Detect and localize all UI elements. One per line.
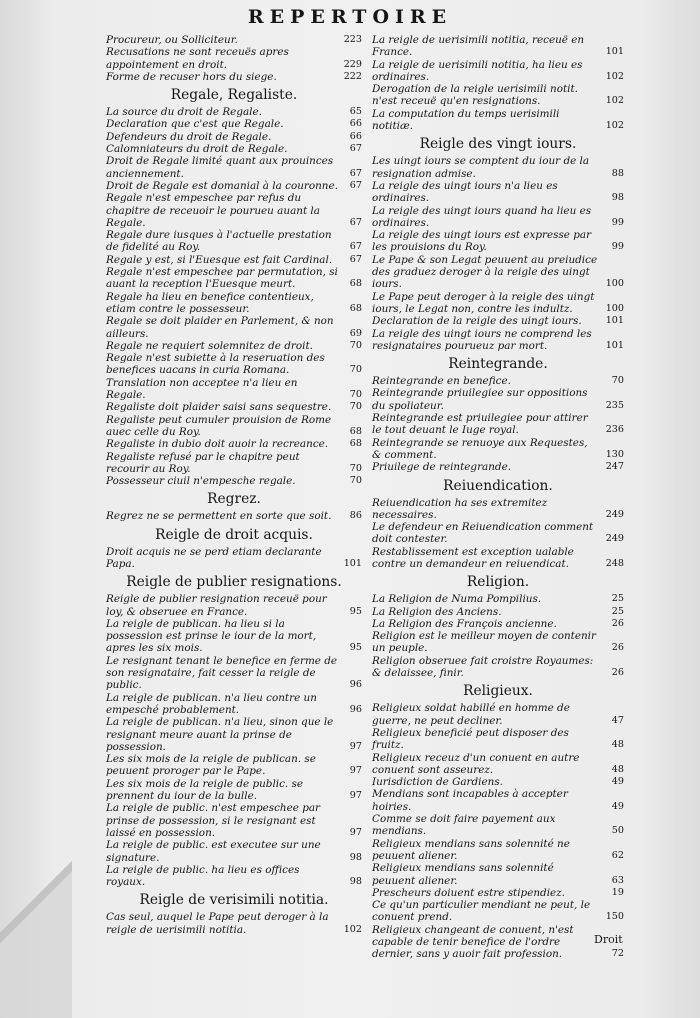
- page-reference: 68: [349, 438, 362, 450]
- section-heading: Regrez.: [207, 491, 261, 508]
- index-entry: [372, 328, 624, 353]
- index-entry: [106, 118, 362, 130]
- entry-text: Religion obseruee fait croistre Royaumes: & delaissee, finir.: [372, 654, 594, 680]
- entry-text: Regale y est, si l'Euesque est fait Cardinal.: [106, 253, 333, 266]
- entry-text: Regale n'est empeschee par refus du chapitre de receuoir le pourueu auant la Regale.: [106, 192, 320, 229]
- index-entry: [106, 778, 362, 803]
- entry-text: Regaliste refusé par le chapitre peut recourir au Roy.: [106, 450, 300, 475]
- page-reference: 249: [605, 533, 624, 545]
- page-reference: 67: [349, 167, 362, 179]
- page-reference: 66: [349, 130, 362, 142]
- index-entry: [106, 71, 362, 83]
- page-reference: 68: [349, 302, 362, 314]
- entry-text: Religieux receuz d'un conuent en autre conuent sont asseurez.: [372, 751, 580, 776]
- page-reference: 70: [349, 339, 362, 351]
- entry-text: Comme se doit faire payement aux mendians.: [372, 813, 556, 838]
- entry-text: Les six mois de la reigle de publican. se peuuent proroger par le Pape.: [106, 753, 316, 778]
- page-reference: 72: [611, 948, 624, 960]
- index-entry: [372, 606, 624, 618]
- running-head: REPERTOIRE: [247, 6, 453, 28]
- index-entry: [372, 788, 624, 813]
- entry-text: Declaration que c'est que Regale.: [106, 118, 284, 131]
- index-entry: [106, 692, 362, 717]
- index-entry: [372, 497, 624, 522]
- right-index-column: [372, 34, 624, 961]
- page-reference: 102: [605, 95, 624, 107]
- index-entry: [372, 437, 624, 462]
- entry-text: Le defendeur en Reiuendication comment doit contester.: [372, 521, 594, 546]
- entry-text: Procureur, ou Solliciteur.: [106, 34, 238, 46]
- entry-text: La reigle de public. ha lieu es offices royaux.: [106, 863, 300, 889]
- page-reference: 247: [605, 461, 624, 473]
- entry-text: Regaliste in dubio doit auoir la recreance.: [106, 438, 329, 451]
- entry-text: Defendeurs du droit de Regale.: [106, 130, 272, 143]
- index-entry: [372, 254, 624, 291]
- page-reference: 86: [349, 510, 362, 522]
- entry-text: Derogation de la reigle uerisimili notit. n'est receuë qu'en resignations.: [372, 83, 578, 108]
- entry-text: La reigle de publican. ha lieu si la possession est prinse le iour de la mort, apres les six mois.: [106, 617, 317, 655]
- page-reference: 25: [611, 593, 624, 605]
- section-heading: Religieux.: [463, 683, 533, 700]
- page-reference: 70: [349, 389, 362, 401]
- page-reference: 49: [611, 800, 624, 812]
- entry-text: Cas seul, auquel le Pape peut deroger à la reigle de uerisimili notitia.: [106, 911, 329, 936]
- page-reference: 69: [349, 327, 362, 339]
- index-entry: [372, 752, 624, 777]
- index-entry: [372, 387, 624, 412]
- entry-text: La reigle des uingt iours quand ha lieu es ordinaires.: [372, 204, 592, 229]
- page-reference: 25: [611, 605, 624, 617]
- entry-text: La reigle de public. est executee sur une signature.: [106, 839, 321, 864]
- entry-text: Ce qu'un particulier mendiant ne peut, le conuent prend.: [372, 899, 591, 924]
- index-entry: [372, 83, 624, 108]
- entry-text: Regale n'est subiette à la reseruation des benefices uacans in curia Romana.: [106, 352, 325, 377]
- index-entry: [372, 229, 624, 254]
- page-reference: 48: [611, 739, 624, 751]
- index-entry: [106, 475, 362, 487]
- page-reference: 100: [605, 278, 624, 290]
- index-entry: [372, 887, 624, 899]
- entry-text: Regale se doit plaider en Parlement, & non ailleurs.: [106, 315, 334, 340]
- entry-text: Mendians sont incapables à accepter hoiries.: [372, 788, 568, 813]
- index-entry: [106, 229, 362, 254]
- entry-text: Religieux soldat habillé en homme de guerre, ne peut decliner.: [372, 702, 570, 727]
- index-entry: [372, 59, 624, 84]
- entry-text: Religion est le meilleur moyen de contenir un peuple.: [372, 630, 596, 655]
- page-reference: 101: [605, 339, 624, 351]
- index-entry: [372, 315, 624, 327]
- page-reference: 63: [611, 874, 624, 886]
- index-entry: [106, 34, 362, 46]
- index-entry: [106, 593, 362, 618]
- index-entry: [106, 143, 362, 155]
- index-entry: [106, 414, 362, 439]
- index-entry: [372, 461, 624, 473]
- entry-text: Les uingt iours se comptent du iour de la resignation admise.: [372, 155, 590, 180]
- index-entry: [106, 716, 362, 753]
- index-entry: [106, 546, 362, 571]
- index-entry: [372, 108, 624, 133]
- index-entry: [106, 315, 362, 340]
- entry-text: La reigle des uingt iours n'a lieu es ordinaires.: [372, 179, 558, 205]
- entry-text: Declaration de la reigle des uingt iours.: [372, 315, 582, 328]
- page-reference: 62: [611, 849, 624, 861]
- page-reference: 100: [605, 302, 624, 314]
- index-entry: [372, 630, 624, 655]
- entry-text: Religieux mendians sans solennité ne peuuent aliener.: [372, 837, 570, 862]
- index-entry: [106, 377, 362, 402]
- index-entry: [372, 702, 624, 727]
- index-entry: [106, 618, 362, 655]
- index-entry: [106, 438, 362, 450]
- entry-text: Reigle de publier resignation receuë pour loy, & obseruee en France.: [106, 593, 327, 618]
- entry-text: Le resignant tenant le benefice en ferme de son resignataire, fait cesser la reigle de public.: [106, 654, 338, 692]
- page-reference: 248: [605, 557, 624, 569]
- page-reference: 67: [349, 241, 362, 253]
- index-entry: [372, 291, 624, 316]
- page-reference: 26: [611, 617, 624, 629]
- section-heading: Regale, Regaliste.: [170, 87, 298, 104]
- page-reference: 97: [349, 740, 362, 752]
- entry-text: Forme de recuser hors du siege.: [106, 70, 277, 83]
- entry-text: Regale dure iusques à l'actuelle prestation de fidelité au Roy.: [106, 229, 332, 254]
- page-reference: 26: [611, 642, 624, 654]
- index-entry: [106, 753, 362, 778]
- page-reference: 101: [343, 557, 362, 569]
- page-reference: 95: [349, 642, 362, 654]
- section-heading: Religion.: [466, 574, 530, 591]
- index-entry: [106, 911, 362, 936]
- index-entry: [106, 401, 362, 413]
- entry-text: Le Pape & son Legat peuuent au preiudice des graduez deroger à la reigle des uingt iours.: [372, 253, 598, 291]
- entry-text: La reigle de uerisimili notitia, ha lieu es ordinaires.: [372, 58, 583, 83]
- page-reference: 102: [605, 70, 624, 82]
- page-reference: 70: [349, 364, 362, 376]
- index-entry: [372, 838, 624, 863]
- entry-text: Regale ha lieu en benefice contentieux, etiam contre le possesseur.: [106, 290, 314, 315]
- entry-text: Reintegrande priuilegiee sur oppositions du spoliateur.: [372, 387, 588, 412]
- page-reference: 26: [611, 667, 624, 679]
- index-entry: [106, 291, 362, 316]
- index-entry: [106, 266, 362, 291]
- page-reference: 68: [349, 425, 362, 437]
- index-entry: [106, 655, 362, 692]
- page-reference: 67: [349, 216, 362, 228]
- page-reference: 102: [343, 923, 362, 935]
- section-heading: Reigle de verisimili notitia.: [139, 892, 329, 909]
- page-reference: 101: [605, 315, 624, 327]
- entry-text: Droit de Regale limité quant aux prouinces anciennement.: [106, 155, 334, 180]
- entry-text: Priuilege de reintegrande.: [372, 461, 512, 474]
- page-reference: 229: [343, 58, 362, 70]
- index-entry: [372, 899, 624, 924]
- section-heading: Reigle de publier resignations.: [126, 574, 342, 591]
- entry-text: Translation non acceptee n'a lieu en Regale.: [106, 376, 298, 402]
- index-entry: [372, 180, 624, 205]
- index-entry: [372, 776, 624, 788]
- page-reference: 98: [349, 851, 362, 863]
- page-reference: 70: [349, 475, 362, 487]
- index-entry: [106, 155, 362, 180]
- entry-text: La Religion de Numa Pompilius.: [372, 593, 542, 606]
- page-reference: 249: [605, 508, 624, 520]
- section-heading: Reintegrande.: [448, 356, 548, 373]
- entry-text: Regale ne requiert solemnitez de droit.: [106, 339, 313, 352]
- entry-text: La reigle des uingt iours est expresse par les prouisions du Roy.: [372, 229, 592, 254]
- page-reference: 49: [611, 776, 624, 788]
- page-reference: 96: [349, 703, 362, 715]
- entry-text: La Religion des Anciens.: [372, 605, 502, 618]
- entry-text: Les six mois de la reigle de public. se prennent du iour de la bulle.: [106, 777, 304, 803]
- page-reference: 88: [611, 167, 624, 179]
- page-reference: 97: [349, 826, 362, 838]
- index-entry: [106, 864, 362, 889]
- page-reference: 223: [343, 34, 362, 45]
- page-reference: 67: [349, 179, 362, 191]
- section-heading: Reiuendication.: [443, 477, 553, 494]
- index-entry: [372, 546, 624, 571]
- page-reference: 19: [611, 886, 624, 898]
- entry-text: Iurisdiction de Gardiens.: [372, 776, 503, 789]
- page-reference: 67: [349, 143, 362, 155]
- index-entry: [106, 180, 362, 192]
- catchword: Droit: [594, 933, 623, 946]
- index-entry: [106, 254, 362, 266]
- entry-text: La reigle de publican. n'a lieu contre un empesché probablement.: [106, 691, 317, 716]
- index-entry: [106, 451, 362, 476]
- entry-text: La reigle des uingt iours ne comprend les resignataires pourueuz par mort.: [372, 327, 592, 352]
- index-entry: [372, 593, 624, 605]
- entry-text: Reiuendication ha ses extremitez necessaires.: [372, 496, 548, 521]
- index-entry: [372, 618, 624, 630]
- page-reference: 70: [349, 401, 362, 413]
- page-reference: 47: [611, 714, 624, 726]
- entry-text: Droit de Regale est domanial à la couronne.: [106, 179, 338, 192]
- page-reference: 66: [349, 118, 362, 130]
- entry-text: Regrez ne se permettent en sorte que soit.: [106, 510, 332, 523]
- page-reference: 150: [605, 911, 624, 923]
- index-entry: [372, 412, 624, 437]
- page-reference: 70: [611, 375, 624, 387]
- page-reference: 236: [605, 424, 624, 436]
- page-reference: 99: [611, 241, 624, 253]
- page-reference: 101: [605, 46, 624, 58]
- page-reference: 95: [349, 605, 362, 617]
- entry-text: Religieux changeant de conuent, n'est capable de tenir benefice de l'ordre dernier, sans y auoir fait profession.: [372, 923, 574, 961]
- index-entry: [106, 106, 362, 118]
- entry-text: Regaliste doit plaider saisi sans sequestre.: [106, 401, 332, 414]
- index-entry: [106, 510, 362, 522]
- section-heading: Reigle des vingt iours.: [419, 136, 577, 153]
- entry-text: Reintegrande se renuoye aux Requestes, & comment.: [372, 436, 588, 461]
- left-index-column: [106, 34, 362, 936]
- index-entry: [372, 862, 624, 887]
- page-reference: 70: [349, 462, 362, 474]
- entry-text: Possesseur ciuil n'empesche regale.: [106, 475, 296, 488]
- entry-text: Regale n'est empeschee par permutation, si auant la reception l'Euesque meurt.: [106, 266, 338, 291]
- section-heading: Reigle de droit acquis.: [155, 526, 313, 543]
- index-entry: [106, 340, 362, 352]
- page-reference: 48: [611, 763, 624, 775]
- entry-text: Regaliste peut cumuler prouision de Rome auec celle du Roy.: [106, 413, 332, 438]
- entry-text: Reintegrande est priuilegiee pour attirer le tout deuant le Iuge royal.: [372, 412, 588, 437]
- entry-text: Religieux beneficié peut disposer des fruitz.: [372, 726, 569, 752]
- entry-text: La reigle de publican. n'a lieu, sinon que le resignant meure auant la prinse de possession.: [106, 716, 334, 753]
- index-entry: [372, 924, 624, 961]
- page-reference: 97: [349, 790, 362, 802]
- index-entry: [106, 46, 362, 71]
- index-entry: [372, 813, 624, 838]
- page-reference: 99: [611, 216, 624, 228]
- index-entry: [106, 192, 362, 229]
- page-reference: 98: [611, 192, 624, 204]
- index-entry: [372, 34, 624, 59]
- entry-text: Religieux mendians sans solennité peuuent aliener.: [372, 862, 554, 887]
- page-reference: 65: [349, 106, 362, 118]
- index-entry: [372, 155, 624, 180]
- index-entry: [106, 131, 362, 143]
- entry-text: Le Pape peut deroger à la reigle des uingt iours, le Legat non, contre les indultz.: [372, 290, 595, 315]
- entry-text: Prescheurs doiuent estre stipendiez.: [372, 886, 565, 899]
- page-reference: 96: [349, 679, 362, 691]
- entry-text: La reigle de uerisimili notitia, receuë en France.: [372, 34, 585, 59]
- entry-text: La computation du temps uerisimili notitiæ.: [372, 107, 560, 133]
- entry-text: Reintegrande en benefice.: [372, 375, 511, 388]
- entry-text: Restablissement est exception ualable contre un demandeur en reiuendicat.: [372, 545, 574, 570]
- index-entry: [106, 352, 362, 377]
- entry-text: La Religion des François ancienne.: [372, 617, 557, 630]
- index-entry: [372, 655, 624, 680]
- index-entry: [372, 727, 624, 752]
- index-entry: [106, 839, 362, 864]
- entry-text: Recusations ne sont receuës apres appointement en droit.: [106, 46, 289, 71]
- index-entry: [372, 521, 624, 546]
- page-reference: 67: [349, 253, 362, 265]
- entry-text: Droit acquis ne se perd etiam declarante Papa.: [106, 545, 322, 570]
- page-reference: 222: [343, 70, 362, 82]
- entry-text: La reigle de public. n'est empeschee par prinse de possession, si le resignant est laissé en possession.: [106, 802, 321, 839]
- page-reference: 235: [605, 399, 624, 411]
- page-reference: 50: [611, 825, 624, 837]
- page-reference: 68: [349, 278, 362, 290]
- index-entry: [106, 802, 362, 839]
- page-reference: 130: [605, 448, 624, 460]
- page-reference: 102: [605, 120, 624, 132]
- page-reference: 97: [349, 765, 362, 777]
- index-entry: [372, 375, 624, 387]
- index-entry: [372, 205, 624, 230]
- entry-text: La source du droit de Regale.: [106, 106, 262, 119]
- entry-text: Calomniateurs du droit de Regale.: [106, 143, 288, 156]
- page-reference: 98: [349, 876, 362, 888]
- folded-page-corner: [0, 828, 72, 1018]
